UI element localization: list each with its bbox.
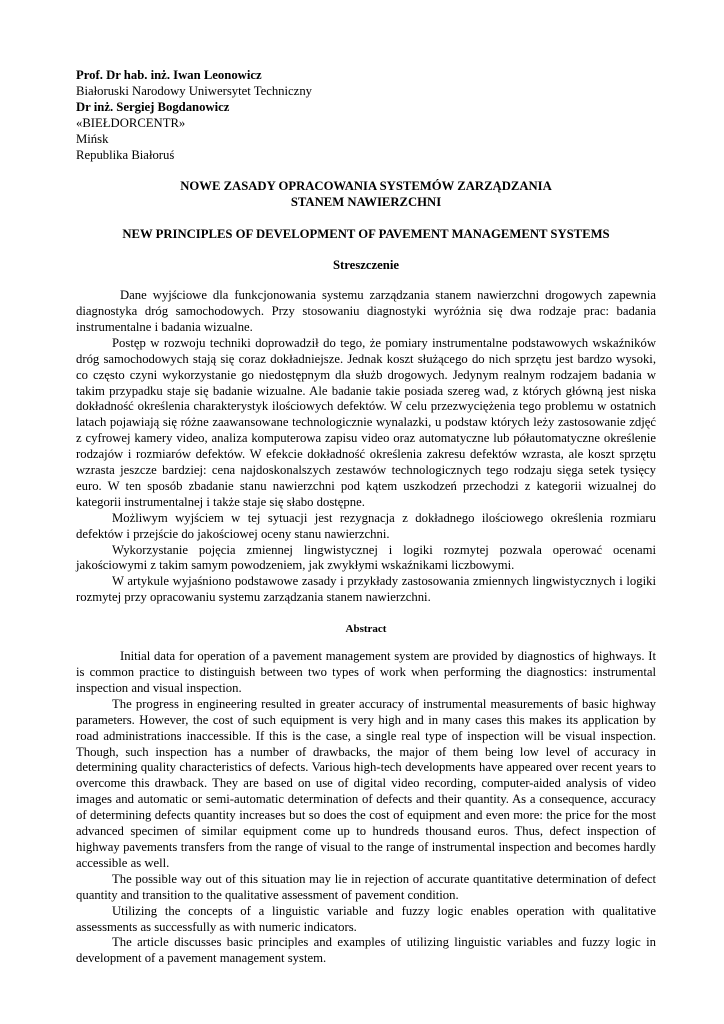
abstract-paragraph: The article discusses basic principles and examples of utilizing linguistic variables and fuzzy logic in development of a pavement management system. [76,935,656,966]
abstract-body [76,649,656,967]
streszczenie-heading: Streszczenie [333,258,399,273]
author-1-name: Prof. Dr hab. inż. Iwan Leonowicz [76,68,262,82]
author-block [76,68,656,163]
paper-title-english: NEW PRINCIPLES OF DEVELOPMENT OF PAVEMENT MANAGEMENT SYSTEMS [122,227,610,242]
author-2-affiliation: «BIEŁDORCENTR» [76,115,186,130]
author-1-affiliation: Białoruski Narodowy Uniwersytet Techniczny [76,83,313,98]
abstract-paragraph: The progress in engineering resulted in greater accuracy of instrumental measurements of basic highway parameters. However, the cost of such equipment is very high and in many cases this makes its application by road administrations inaccessible. If this is the case, a single real type of inspection will be visual inspection. Though, such inspection has a number of drawbacks, the major of them being low level of accuracy in determining quality characteristics of defects. Various high-tech developments have appeared over recent years to overcome this drawback. They are based on use of digital video recording, computer-aided analysis of video images and automatic or semi-automatic determination of defects and their quantity. As a consequence, accuracy of determining defects quantity increases but so does the cost of equipment and even more: the price for the most advanced specimen of similar equipment come up to hundreds thousand euros. Thus, defect inspection of highway pavements transfers from the range of visual to the range of instrumental inspection and becomes hardly accessible as well. [76,696,656,870]
city: Mińsk [76,131,109,146]
abstract-paragraph: Utilizing the concepts of a linguistic variable and fuzzy logic enables operation with qualitative assessments as successfully as with numeric indicators. [76,903,656,934]
abstract-paragraph: Initial data for operation of a pavement management system are provided by diagnostics of highways. It is common practice to distinguish between two types of work when performing the diagnostics: instrumental inspection and visual inspection. [76,649,656,695]
streszczenie-paragraph: Postęp w rozwoju techniki doprowadził do tego, że pomiary instrumentalne podstawowych wskaźników dróg samochodowych stają się coraz dokładniejsze. Jednak koszt służącego do nich sprzętu jest bardzo wysoki, co często czyni wykorzystanie go niedostępnym dla służb drogowych. Jedynym realnym rodzajem badania w takim przypadku staje się badanie wizualne. Ale badanie takie posiada szereg wad, z których główną jest niska dokładność określenia charakterystyk ilościowych defektów. W celu przezwyciężenia tego problemu w ostatnich latach pojawiają się różne zaawansowane technologicznie wynalazki, u podstaw których leży zastosowanie zdjęć z cyfrowej kamery video, analiza komputerowa zapisu video oraz automatyczne lub półautomatyczne określenie rodzajów i rozmiarów defektów. W efekcie dokładność określenia zakresu defektów wzrasta, ale koszt sprzętu wzrasta jeszcze bardziej: cena najdoskonalszych zestawów technologicznych tego rodzaju sięga setek tysięcy euro. W ten sposób zbadanie stanu nawierzchni pod kątem uszkodzeń przechodzi z kategorii wizualnej do kategorii instrumentalnej i także staje się słabo dostępne. [76,335,656,509]
author-2-name: Dr inż. Sergiej Bogdanowicz [76,99,230,114]
country: Republika Białoruś [76,147,175,162]
paper-title-polish [76,179,656,211]
streszczenie-paragraph: W artykule wyjaśniono podstawowe zasady i przykłady zastosowania zmiennych lingwistycznych i logiki rozmytej przy opracowaniu systemu zarządzania stanem nawierzchni. [76,574,656,605]
title-line-2: STANEM NAWIERZCHNI [290,195,442,210]
abstract-heading: Abstract [345,623,387,636]
streszczenie-paragraph: Dane wyjściowe dla funkcjonowania systemu zarządzania stanem nawierzchni drogowych zapewnia diagnostyka dróg samochodowych. Przy stosowaniu diagnostyki wyróżnia się dwa rodzaje prac: badania instrumentalne i badania wizualne. [76,288,656,334]
streszczenie-body [76,288,656,606]
abstract-paragraph: The possible way out of this situation may lie in rejection of accurate quantitative determination of defect quantity and transition to the qualitative assessment of pavement condition. [76,871,656,902]
streszczenie-paragraph: Możliwym wyjściem w tej sytuacji jest rezygnacja z dokładnego ilościowego określenia rozmiaru defektów i przejście do jakościowej oceny stanu nawierzchni. [76,510,656,541]
streszczenie-paragraph: Wykorzystanie pojęcia zmiennej lingwistycznej i logiki rozmytej pozwala operować ocenami jakościowymi z takim samym powodzeniem, jak zwykłymi wskaźnikami liczbowymi. [76,542,656,573]
title-line-1: NOWE ZASADY OPRACOWANIA SYSTEMÓW ZARZĄDZANIA [180,179,552,194]
